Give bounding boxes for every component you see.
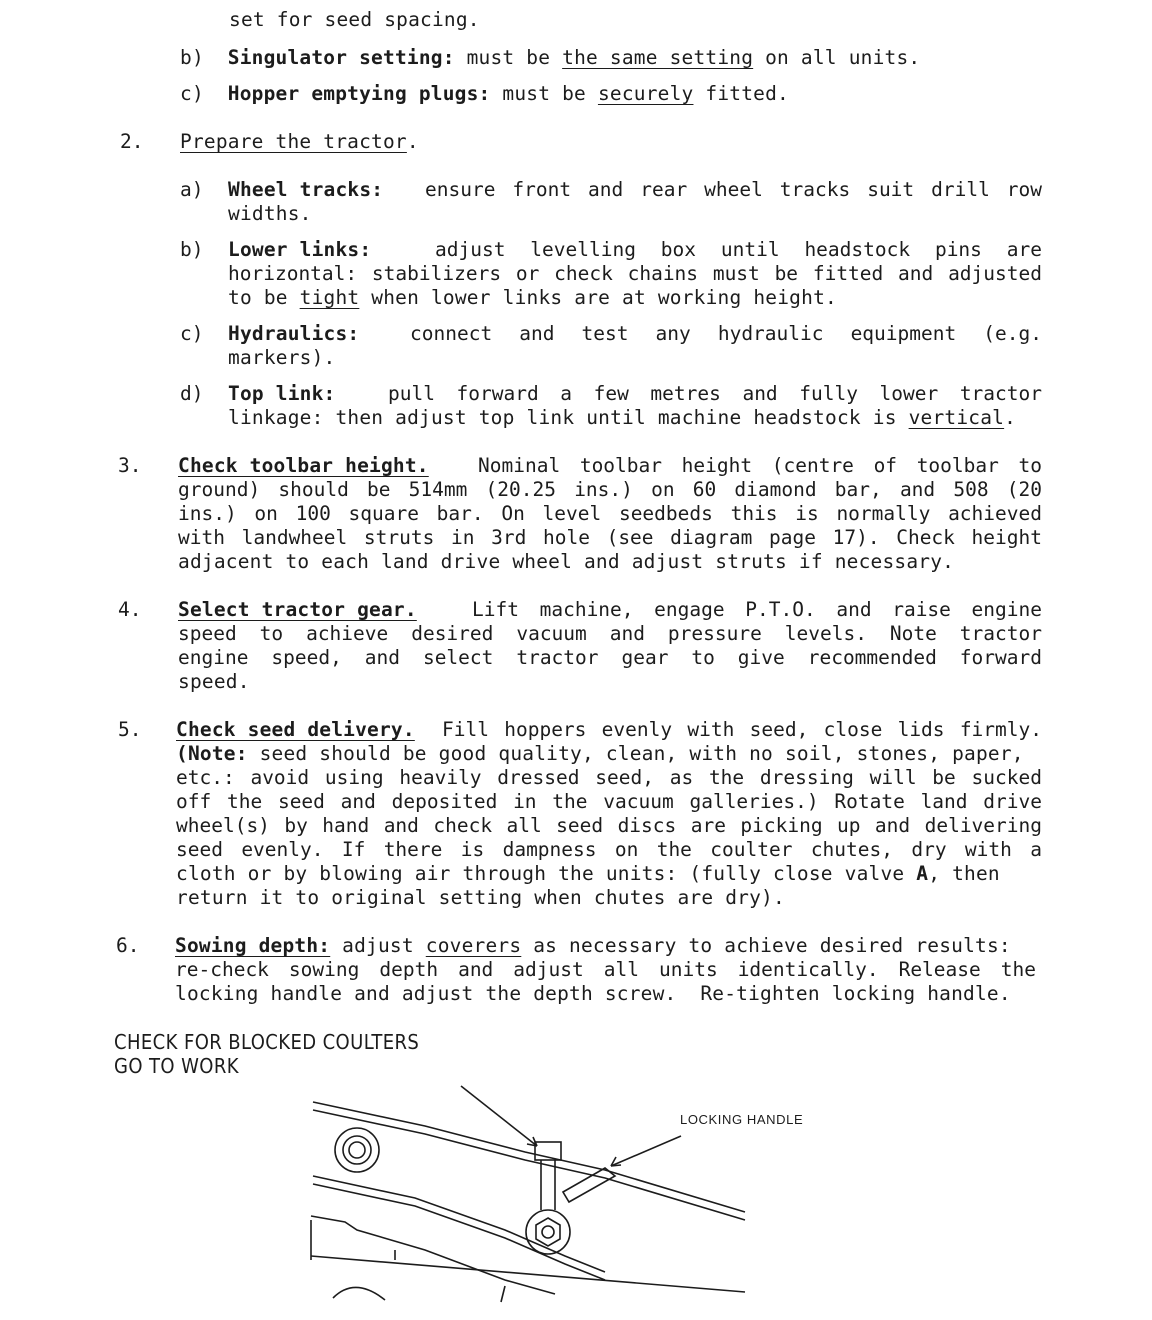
paragraph-line [175, 934, 1011, 958]
paragraph-line: Fill hoppers evenly with seed, close lids firmly. [442, 718, 1042, 741]
upper-sprocket [335, 1128, 379, 1172]
paragraph-line: locking handle and adjust the depth screw. Re-tighten locking handle. [175, 982, 1011, 1005]
depth-screw [535, 1142, 561, 1210]
footer-go-to-work: GO TO WORK [114, 1054, 239, 1078]
item-heading: Wheel tracks: [228, 178, 384, 201]
text: when lower links are at working height. [359, 286, 837, 309]
section-heading: Check seed delivery. [176, 718, 415, 741]
item-label: b) [180, 46, 204, 69]
item-text: must be [490, 82, 598, 105]
paragraph-line: speed to achieve desired vacuum and pressure levels. Note tractor [178, 622, 1042, 645]
paragraph-line: etc.: avoid using heavily dressed seed, as the dressing will be sucked [176, 766, 1042, 789]
item-heading: Singulator setting: [227, 46, 455, 69]
paragraph-line: seed evenly. If there is dampness on the coulter chutes, dry with a [176, 838, 1042, 861]
paragraph-line: off the seed and deposited in the vacuum galleries.) Rotate land drive [176, 790, 1042, 813]
paragraph-line [176, 862, 1000, 886]
item-text [228, 406, 1016, 430]
item-text: must be [454, 46, 563, 69]
section-number: 2. [120, 130, 144, 153]
paragraph-line: Nominal toolbar height (centre of toolbar to [478, 454, 1042, 477]
text: seed should be good quality, clean, with no soil, stones, paper, [247, 742, 1024, 765]
item-text: adjust levelling box until headstock pins are [435, 238, 1042, 261]
text: . [1004, 406, 1017, 429]
paragraph-line: Lift machine, engage P.T.O. and raise engine [472, 598, 1042, 621]
section-number: 6. [116, 934, 140, 957]
item-2c-hopper [180, 82, 789, 106]
item-label: a) [180, 178, 204, 201]
underlined-text: securely [597, 82, 694, 105]
text: linkage: then adjust top link until machine headstock is [228, 406, 909, 429]
section-heading: Sowing depth: [175, 934, 331, 957]
underlined-text: the same setting [562, 46, 754, 69]
note-label: (Note: [176, 742, 248, 765]
item-text: ensure front and rear wheel tracks suit drill row [425, 178, 1042, 201]
paragraph-line: with landwheel struts in 3rd hole (see diagram page 17). Check height [178, 526, 1042, 549]
section-heading: Select tractor gear. [178, 598, 417, 621]
section-number: 4. [118, 598, 142, 621]
item-label: d) [180, 382, 204, 405]
underlined-text: vertical [908, 406, 1005, 429]
paragraph-line: ins.) on 100 square bar. On level seedbeds this is normally achieved [178, 502, 1042, 525]
item-text: horizontal: stabilizers or check chains must be fitted and adjusted [228, 262, 1042, 285]
lower-chain [313, 1176, 605, 1280]
paragraph-line: return it to original setting when chutes are dry). [176, 886, 785, 909]
item-heading: Hopper emptying plugs: [227, 82, 491, 105]
item-text [228, 286, 837, 310]
section-heading: Check toolbar height. [178, 454, 429, 477]
paragraph-line: wheel(s) by hand and check all seed discs are picking up and delivering [176, 814, 1042, 837]
paragraph-line: speed. [178, 670, 250, 693]
item-text: widths. [228, 202, 312, 225]
heading-text: Prepare the tractor [180, 130, 407, 153]
underlined-text: tight [299, 286, 360, 309]
cut-off-line: set for seed spacing. [229, 8, 480, 31]
paragraph-line: re-check sowing depth and adjust all units identically. Release the [175, 958, 1036, 981]
item-heading: Lower links: [228, 238, 372, 261]
text: cloth or by blowing air through the units: (fully close valve [176, 862, 917, 885]
section-number: 5. [118, 718, 142, 741]
item-label: c) [180, 82, 204, 105]
item-text: connect and test any hydraulic equipment (e.g. [410, 322, 1042, 345]
item-text: markers). [228, 346, 336, 369]
paragraph-line [176, 742, 1024, 766]
item-text: pull forward a few metres and fully lower tractor [388, 382, 1042, 405]
text: as necessary to achieve desired results: [521, 934, 1011, 957]
text: , then [928, 862, 1000, 885]
lower-sprocket [526, 1210, 570, 1254]
pointer-arrow-nut [461, 1086, 537, 1146]
item-text: on all units. [753, 46, 921, 69]
underlined-text: coverers [425, 934, 522, 957]
paragraph-line: adjacent to each land drive wheel and adjust struts if necessary. [178, 550, 955, 573]
item-text: fitted. [693, 82, 789, 105]
footer-check-coulters: CHECK FOR BLOCKED COULTERS [114, 1030, 420, 1054]
valve-letter: A [916, 862, 929, 885]
locking-handle-shape [563, 1168, 615, 1202]
locking-handle-label: LOCKING HANDLE [680, 1112, 804, 1127]
item-label: b) [180, 238, 204, 261]
section-heading [180, 130, 419, 154]
item-2b-singulator [180, 46, 920, 70]
text: to be [228, 286, 300, 309]
text: adjust [330, 934, 426, 957]
item-heading: Top link: [228, 382, 336, 405]
heading-punct: . [406, 130, 419, 153]
paragraph-line: engine speed, and select tractor gear to give recommended forward [178, 646, 1042, 669]
section-number: 3. [118, 454, 142, 477]
item-label: c) [180, 322, 204, 345]
pointer-arrow-handle [611, 1136, 681, 1166]
paragraph-line: ground) should be 514mm (20.25 ins.) on 60 diamond bar, and 508 (20 [178, 478, 1042, 501]
item-heading: Hydraulics: [228, 322, 360, 345]
